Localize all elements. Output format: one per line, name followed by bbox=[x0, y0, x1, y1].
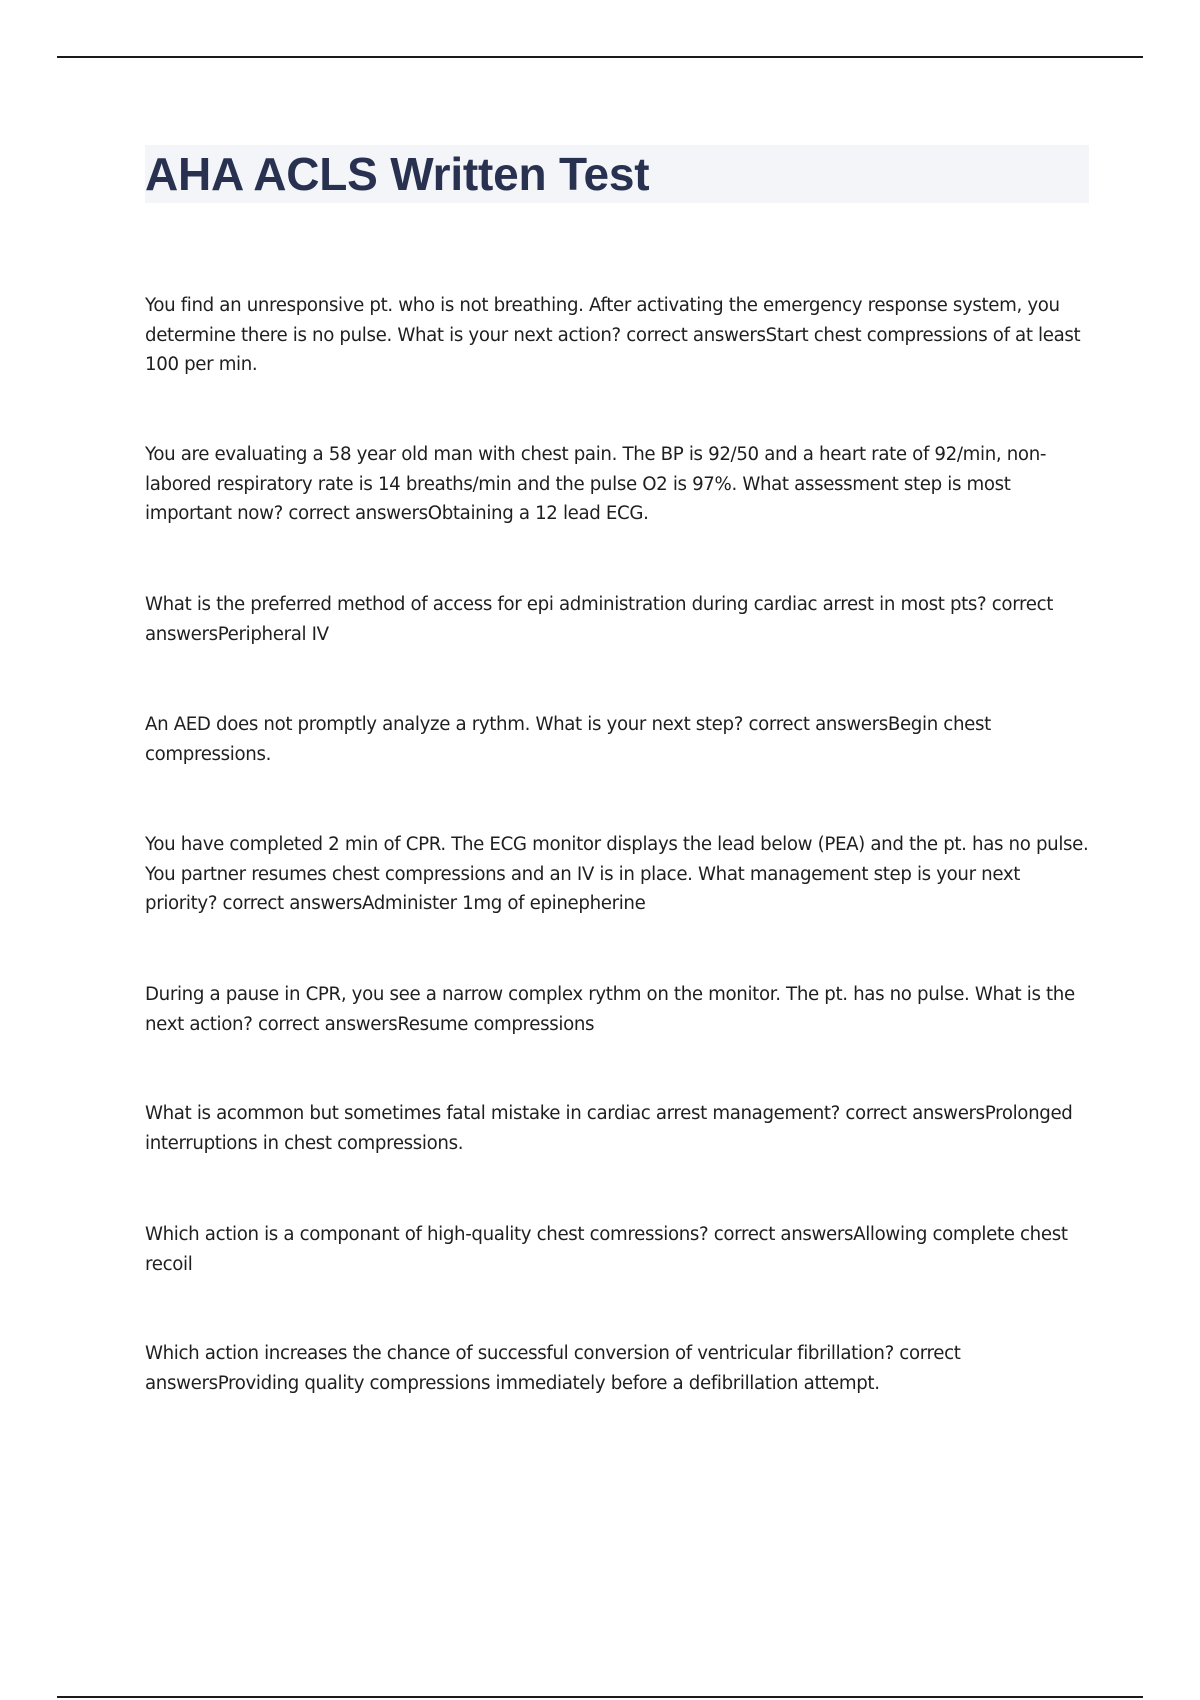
footer-rule bbox=[57, 1696, 1143, 1698]
qa-item: During a pause in CPR, you see a narrow complex rythm on the monitor. The pt. has no pulse. What is the next action? correct answersResume compressions bbox=[145, 984, 1075, 1035]
qa-item: What is the preferred method of access for epi administration during cardiac arrest in most pts? correct answersPeripheral IV bbox=[145, 594, 1054, 645]
qa-item: You have completed 2 min of CPR. The ECG monitor displays the lead below (PEA) and the pt. has no pulse. You partner resumes chest compressions and an IV is in place. What management step is your next priority? correct answersAdminister 1mg of epinepherine bbox=[145, 834, 1089, 914]
qa-item: An AED does not promptly analyze a rythm. What is your next step? correct answersBegin chest compressions. bbox=[145, 714, 991, 765]
qa-item: What is acommon but sometimes fatal mistake in cardiac arrest management? correct answersProlonged interruptions in chest compressions. bbox=[145, 1103, 1073, 1154]
qa-item: Which action is a componant of high-quality chest comressions? correct answersAllowing complete chest recoil bbox=[145, 1224, 1068, 1275]
qa-item: Which action increases the chance of successful conversion of ventricular fibrillation? correct answersProviding quality compressions immediately before a defibrillation attempt. bbox=[145, 1343, 961, 1394]
qa-item: You find an unresponsive pt. who is not breathing. After activating the emergency response system, you determine there is no pulse. What is your next action? correct answersStart chest compressions of at least 100 per min. bbox=[145, 295, 1081, 375]
page-title: AHA ACLS Written Test bbox=[145, 148, 650, 200]
qa-item: You are evaluating a 58 year old man with chest pain. The BP is 92/50 and a heart rate of 92/min, non-labored respiratory rate is 14 breaths/min and the pulse O2 is 97%. What assessment step is most important now? correct answersObtaining a 12 lead ECG. bbox=[145, 444, 1047, 524]
header-rule bbox=[57, 56, 1143, 58]
